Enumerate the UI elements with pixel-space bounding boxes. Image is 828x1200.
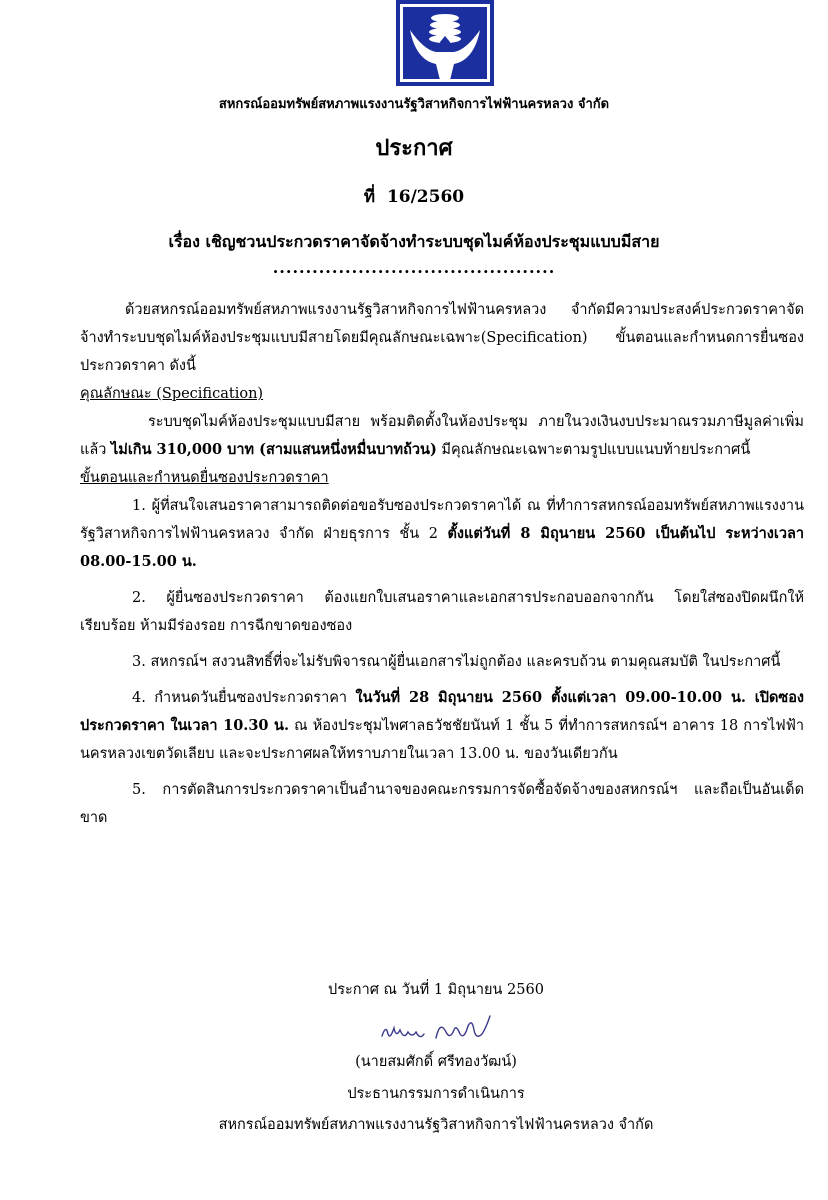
steps-heading: ขั้นตอนและกำหนดยื่นซองประกวดราคา [80,470,329,486]
step-item-2: 2. ผู้ยื่นซองประกวดราคา ต้องแยกใบเสนอราคาและเอกสารประกอบออกจากกัน โดยใส่ซองปิดผนึกให้เรียบร้อย ห้ามมีร่องรอย การฉีกขาดของซอง [80,590,804,634]
step-item-1: 1. ผู้ที่สนใจเสนอราคาสามารถติดต่อขอรับซองประกวดราคาได้ ณ ที่ทำการสหกรณ์ออมทรัพย์สหภาพแรงงานรัฐวิสาหกิจการไฟฟ้านครหลวง จำกัด ฝ่ายธุรการ ชั้น 2 ตั้งแต่วันที่ 8 มิถุนายน 2560 เป็นต้นไป ระหว่างเวลา 08.00-15.00 น. [80,498,804,570]
announcement-body [80,296,804,840]
announcement-date: ประกาศ ณ วันที่ 1 มิถุนายน 2560 [328,982,544,998]
step-item-3: 3. สหกรณ์ฯ สงวนสิทธิ์ที่จะไม่รับพิจารณาผู้ยื่นเอกสารไม่ถูกต้อง และครบถ้วน ตามคุณสมบัติ ในประกาศนี้ [132,654,781,670]
announcement-subject: เรื่อง เชิญชวนประกวดราคาจัดจ้างทำระบบชุดไมค์ห้องประชุมแบบมีสาย [168,232,660,251]
cooperative-logo [396,0,494,86]
spec-paragraph: ระบบชุดไมค์ห้องประชุมแบบมีสาย พร้อมติดตั้งในห้องประชุม ภายในวงเงินงบประมาณรวมภาษีมูลค่าเพิ่มแล้ว ไม่เกิน 310,000 บาท (สามแสนหนึ่งหมื่นบาทถ้วน) มีคุณลักษณะเฉพาะตามรูปแบบแนบท้ายประกาศนี้ [80,414,804,458]
signer-name: (นายสมศักดิ์ ศรีทองวัฒน์) [355,1054,517,1070]
organization-footer: สหกรณ์ออมทรัพย์สหภาพแรงงานรัฐวิสาหกิจการไฟฟ้านครหลวง จำกัด [218,1117,654,1133]
step-item-5: 5. การตัดสินการประกวดราคาเป็นอำนาจของคณะกรรมการจัดซื้อจัดจ้างของสหกรณ์ฯ และถือเป็นอันเด็ดขาด [80,782,804,826]
signer-position: ประธานกรรมการดำเนินการ [347,1086,525,1102]
handwritten-signature [378,1010,500,1048]
organization-header: สหกรณ์ออมทรัพย์สหภาพแรงงานรัฐวิสาหกิจการไฟฟ้านครหลวง จำกัด [218,97,610,112]
intro-paragraph: ด้วยสหกรณ์ออมทรัพย์สหภาพแรงงานรัฐวิสาหกิจการไฟฟ้านครหลวง จำกัดมีความประสงค์ประกวดราคาจัดจ้างทำระบบชุดไมค์ห้องประชุมแบบมีสายโดยมีคุณลักษณะเฉพาะ(Specification) ขั้นตอนและกำหนดการยื่นซองประกวดราคา ดังนี้ [80,302,804,374]
divider: ........................................... [272,258,556,277]
announcement-number: ที่ 16/2560 [363,187,465,207]
spec-heading: คุณลักษณะ (Specification) [80,386,264,402]
step-item-4: 4. กำหนดวันยื่นซองประกวดราคา ในวันที่ 28 มิถุนายน 2560 ตั้งแต่เวลา 09.00-10.00 น. เปิดซองประกวดราคา ในเวลา 10.30 น. ณ ห้องประชุมไพศาลธวัชชัยนันท์ 1 ชั้น 5 ที่ทำการสหกรณ์ฯ อาคาร 18 การไฟฟ้านครหลวงเขตวัดเลียบ และจะประกาศผลให้ทราบภายในเวลา 13.00 น. ของวันเดียวกัน [80,689,805,762]
announcement-title: ประกาศ [375,135,453,161]
